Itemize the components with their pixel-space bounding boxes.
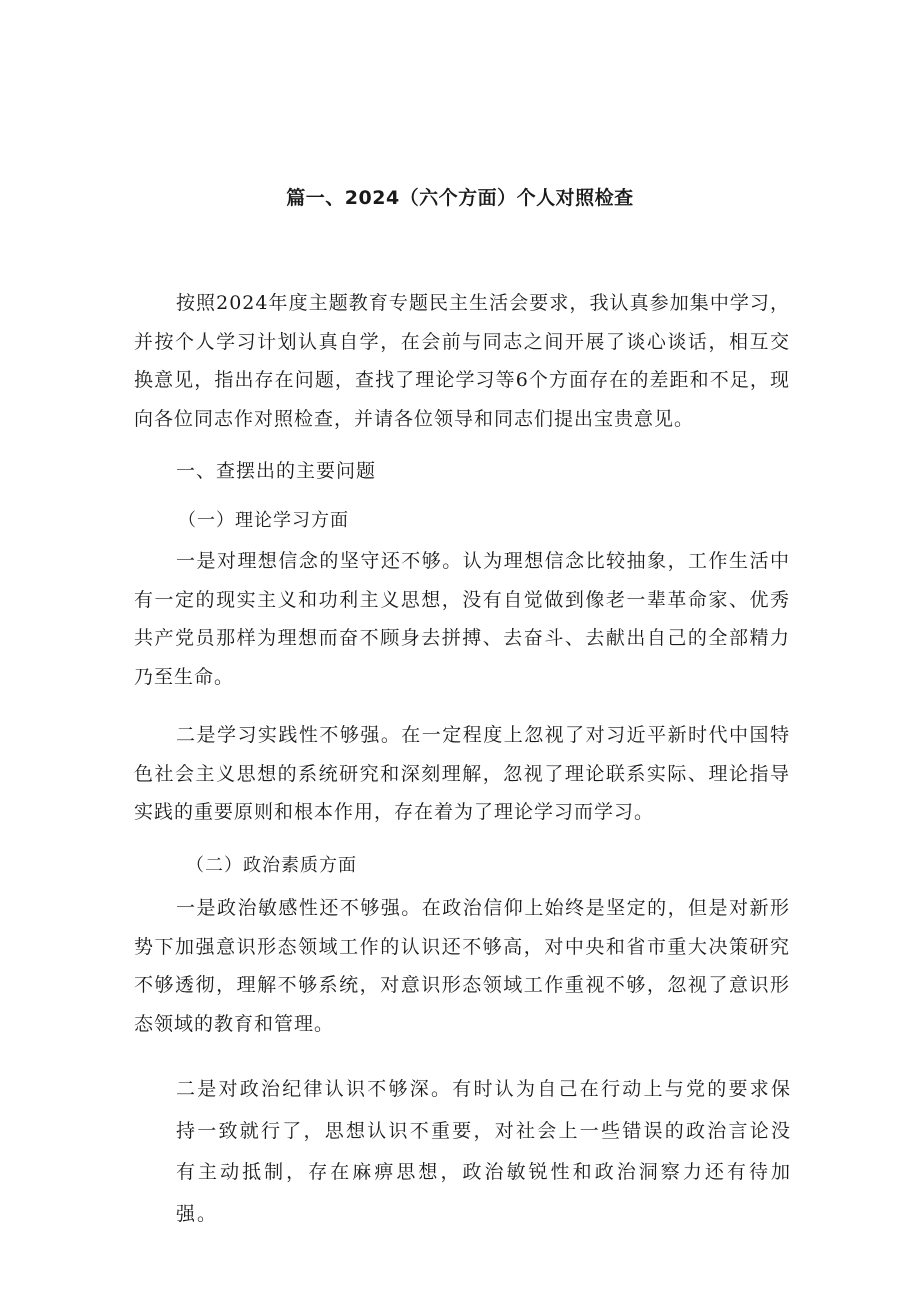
subsection-heading-theory-study: （一）理论学习方面 xyxy=(178,510,349,531)
theory-study-paragraph-1: 一是对理想信念的坚守还不够。认为理想信念比较抽象，工作生活中有一定的现实主义和功利主义思想，没有自觉做到像老一辈革命家、优秀共产党员那样为理想而奋不顾身去拼搏、去奋斗、去献出自己的全部精力乃至生命。 xyxy=(134,550,790,688)
intro-paragraph: 按照2024年度主题教育专题民主生活会要求，我认真参加集中学习，并按个人学习计划认真自学，在会前与同志之间开展了谈心谈话，相互交换意见，指出存在问题，查找了理论学习等6个方面存在的差距和不足，现向各位同志作对照检查，并请各位领导和同志们提出宝贵意见。 xyxy=(134,292,790,430)
document-title: 篇一、2024（六个方面）个人对照检查 xyxy=(286,187,634,209)
section-heading-main-problems: 一、查摆出的主要问题 xyxy=(176,460,377,482)
political-quality-paragraph-2: 二是对政治纪律认识不够深。有时认为自己在行动上与党的要求保持一致就行了，思想认识不重要，对社会上一些错误的政治言论没有主动抵制，存在麻痹思想，政治敏锐性和政治洞察力还有待加强。 xyxy=(176,1078,792,1225)
political-quality-paragraph-1: 一是政治敏感性还不够强。在政治信仰上始终是坚定的，但是对新形势下加强意识形态领域工作的认识还不够高，对中央和省市重大决策研究不够透彻，理解不够系统，对意识形态领域工作重视不够，忽视了意识形态领域的教育和管理。 xyxy=(134,897,790,1035)
subsection-heading-political-quality: （二）政治素质方面 xyxy=(186,855,357,876)
theory-study-paragraph-2: 二是学习实践性不够强。在一定程度上忽视了对习近平新时代中国特色社会主义思想的系统研究和深刻理解，忽视了理论联系实际、理论指导实践的重要原则和根本作用，存在着为了理论学习而学习。 xyxy=(134,724,790,823)
